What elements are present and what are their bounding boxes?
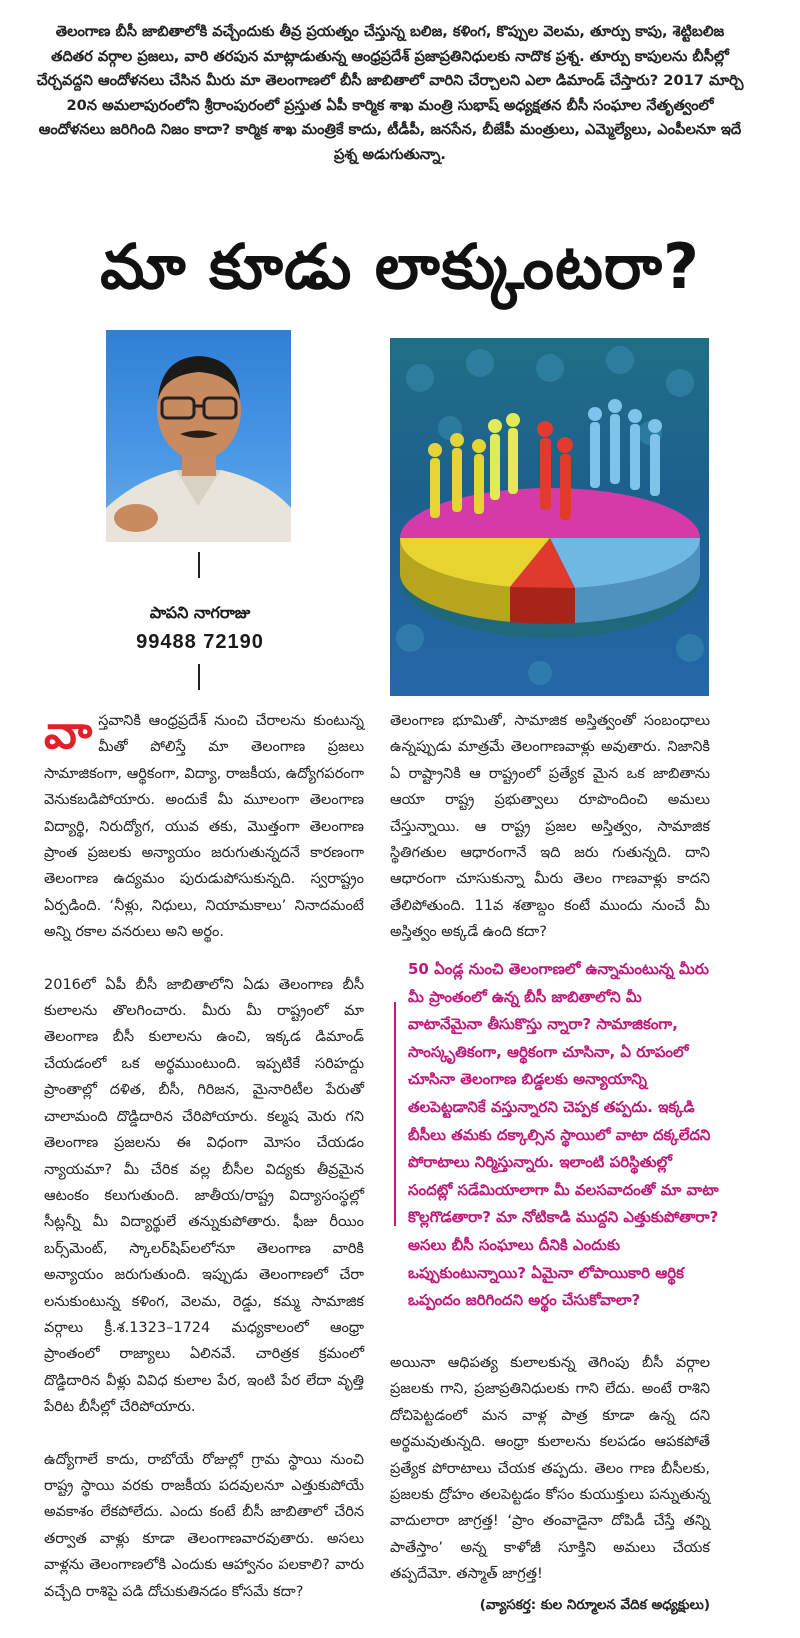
left-column	[44, 705, 364, 1631]
left-paragraph-1-text: స్తవానికి ఆంధ్రప్రదేశ్ నుంచి చేరాలను కుంటున్న మీతో పోలిస్తే మా తెలంగాణ ప్రజలు సామాజికంగా, ఆర్థికంగా, విద్యా, రాజకీయ, ఉద్యోగపరంగా వెనుకబడిపోయారు. అందుకే మీ మూలంగా తెలంగాణ విద్యార్థి, నిరుద్యోగ, యువ తకు, మొత్తంగా తెలంగాణ ప్రాంత ప్రజలకు అన్యాయం జరుగుతున్నదనే కారణంగా తెలంగాణ ఉద్యమం పురుడుపోసుకున్నది. స్వరాష్ట్రం ఏర్పడింది. ‘నీళ్లు, నిధులు, నియామకాలు’ నినాదమంటే అన్ని రకాల వనరులు అని అర్థం.	[44, 713, 364, 941]
author-name: పాపని నాగరాజు	[149, 603, 251, 622]
intro-paragraph	[34, 20, 746, 167]
right-paragraph-2: అయినా ఆధిపత్య కులాలకున్న తెగింపు బీసీ వర్గాల ప్రజలకు గాని, ప్రజాప్రతినిధులకు గాని లేదు. అంటే రాశిని దోచిపెట్టడంలో మన వాళ్ల పాత్ర కూడా ఉన్న దని అర్థమవుతున్నది. ఆంధ్రా కులాలను కలపడం ఆపకపోతే ప్రత్యేక పోరాటాలు చేయక తప్పదు. తెలం గాణ బీసీలకు, ప్రజలకు ద్రోహం తలపెట్టడం కోసం కుయుక్తులు పన్నుతున్న వాదులారా జాగ్రత్త! ‘ప్రాం తంవాడైనా దోపిడీ చేస్తే తన్ని పాతేస్తాం’ అన్న కాళోజీ సూక్తిని అమలు చేయక తప్పదేమో. తస్మాత్ జాగ్రత్త!	[390, 1355, 710, 1583]
drop-cap: వా	[44, 705, 93, 759]
pie-chart-graphic	[390, 338, 709, 696]
pull-quote	[390, 956, 720, 1315]
right-column-lower	[390, 1350, 710, 1618]
author-divider-top	[198, 552, 200, 578]
author-credit: (వ్యాసకర్త: కుల నిర్మూలన వేదిక అధ్యక్షులు)	[479, 1596, 710, 1613]
left-paragraph-1	[44, 705, 364, 946]
pull-quote-text: 50 ఏండ్ల నుంచి తెలంగాణలో ఉన్నామంటున్న మీరు మీ ప్రాంతంలో ఉన్న బీసీ జాబితాలోని మీ వాటానేమైనా తీసుకొస్తు న్నారా? సామాజికంగా, సాంస్కృతికంగా, ఆర్థికంగా చూసినా, ఏ రూపంలో చూసినా తెలంగాణ బిడ్డలకు అన్యాయాన్ని తలపెట్టడానికే వస్తున్నారని చెప్పక తప్పదు. ఇక్కడి బీసీలు తమకు దక్కాల్సిన స్థాయిలో వాటా దక్కలేదని పోరాటాలు నిర్మిస్తున్నారు. ఇలాంటి పరిస్థితుల్లో సందట్లో సడేమియాలాగా మీ వలసవాదంతో మా వాటా కొల్లగొడతారా? మా నోటికాడి ముద్దని ఎత్తుకుపోతారా? అసలు బీసీ సంఘాలు దీనికి ఎందుకు ఒప్పుకుంటున్నాయి? ఏమైనా లోపాయికారి ఆర్థిక ఒప్పందం జరిగిందని అర్థం చేసుకోవాలా?	[408, 960, 719, 1310]
author-phone: 99488 72190	[136, 631, 264, 653]
crowd-pie-icon	[390, 338, 709, 696]
author-photo	[106, 330, 291, 542]
left-paragraph-3: ఉద్యోగాలే కాదు, రాబోయే రోజుల్లో గ్రామ స్థాయి నుంచి రాష్ట్ర స్థాయి వరకు రాజకీయ పదవులనూ ఎత్తుకుపోయే అవకాశం లేకపోలేదు. ఎందు కంటే బీసీ జాబితాలో చేరిన తర్వాత వాళ్లు కూడా తెలంగాణవారవుతారు. అసలు వాళ్లను తెలంగాణలోకి ఎందుకు ఆహ్వానం పలకాలి? వారు వచ్చేది రాశిపై పడి దోచుకుతినడం కోసమే కదా?	[44, 1451, 364, 1600]
author-divider-bottom	[198, 664, 200, 690]
intro-text: తెలంగాణ బీసీ జాబితాలోకి వచ్చేందుకు తీవ్ర ప్రయత్నం చేస్తున్న బలిజ, కళింగ, కొప్పుల వెలమ, తూర్పు కాపు, శెట్టిబలిజ తదితర వర్గాల ప్రజలు, వారి తరపున మాట్లాడుతున్న ఆంధ్రప్రదేశ్ ప్రజాప్రతినిధులకు నాదొక ప్రశ్న. తూర్పు కాపులను బీసీల్లో చేర్చవద్దని ఆందోళనలు చేసిన మీరు మా తెలంగాణలో బీసీ జాబితాలో వారిని చేర్చాలని ఎలా డిమాండ్ చేస్తారు? 2017 మార్చి 20న అమలాపురంలోని శ్రీరాంపురంలో ప్రస్తుత ఏపీ కార్మిక శాఖ మంత్రి సుభాష్ అధ్యక్షతన బీసీ సంఘాల నేతృత్వంలో ఆందోళనలు జరిగింది నిజం కాదా? కార్మిక శాఖ మంత్రికే కాదు, టీడీపీ, జనసేన, బీజేపీ మంత్రులు, ఎమ్మెల్యేలు, ఎంపీలనూ ఇదే ప్రశ్న అడుగుతున్నా.	[36, 23, 744, 163]
right-column	[390, 708, 710, 972]
left-paragraph-2: 2016లో ఏపీ బీసీ జాబితాలోని ఏడు తెలంగాణ బీసీ కులాలను తొలగించారు. మీరు మీ రాష్ట్రంలో మా తెలంగాణ బీసీ కులాలను ఉంచి, ఇక్కడ డిమాండ్ చేయడంలో ఒక అర్థముంటుంది. ఇప్పటికే సరిహద్దు ప్రాంతాల్లో దళిత, బీసీ, గిరిజన, మైనారిటీల పేరుతో చాలామంది దొడ్డిదారిన చేరిపోయారు. కల్మష మెరు గని తెలంగాణ ప్రజలను ఈ విధంగా మోసం చేయడం న్యాయమా? మీ చేరిక వల్ల బీసీల విద్యకు తీవ్రమైన ఆటంకం కలుగుతుంది. జాతీయ/రాష్ట్ర విద్యాసంస్థల్లో సీట్లన్నీ మీ విద్యార్థులే తన్నుకుపోతారు. ఫీజు రీయిం బర్స్‌మెంట్, స్కాలర్‌షిప్‌లలోనూ తెలంగాణ వారికి అన్యాయం జరుగుతుంది. ఇప్పుడు తెలంగాణలో చేరా లనుకుంటున్న కళింగ, వెలమ, రెడ్డు, కమ్మ సామాజిక వర్గాలు క్రీ.శ.1323–1724 మధ్యకాలంలో ఆంధ్రా ప్రాంతంలో రాజ్యాలు ఏలినవే. చారిత్రక క్రమంలో దొడ్డిదారిన వీళ్లు వివిధ కులాల పేర, ఇంటి పేర లేదా వృత్తి పేరిట బీసీల్లో చేరిపోయారు.	[44, 976, 364, 1416]
right-paragraph-1: తెలంగాణ భూమితో, సామాజిక అస్తిత్వంతో సంబంధాలు ఉన్నప్పుడు మాత్రమే తెలంగాణవాళ్లు అవుతారు. నిజానికి ఏ రాష్ట్రానికి ఆ రాష్ట్రంలో ప్రత్యేక మైన ఒక జాబితాను ఆయా రాష్ట్ర ప్రభుత్వాలు రూపొందించి అమలు చేస్తున్నాయి. ఆ రాష్ట్ర ప్రజల అస్తిత్వం, సామాజిక స్థితిగతుల ఆధారంగానే ఇది జరు గుతున్నది. దాని ఆధారంగా చూసుకున్నా మీరు తెలం గాణవాళ్లు కాదని తేలిపోతుంది. 11వ శతాబ్దం కంటే ముందు నుంచే మీ అస్తిత్వం అక్కడే ఉంది కదా?	[390, 713, 710, 941]
author-portrait-icon	[106, 330, 291, 542]
headline: మా కూడు లాక్కుంటరా?	[100, 230, 700, 303]
